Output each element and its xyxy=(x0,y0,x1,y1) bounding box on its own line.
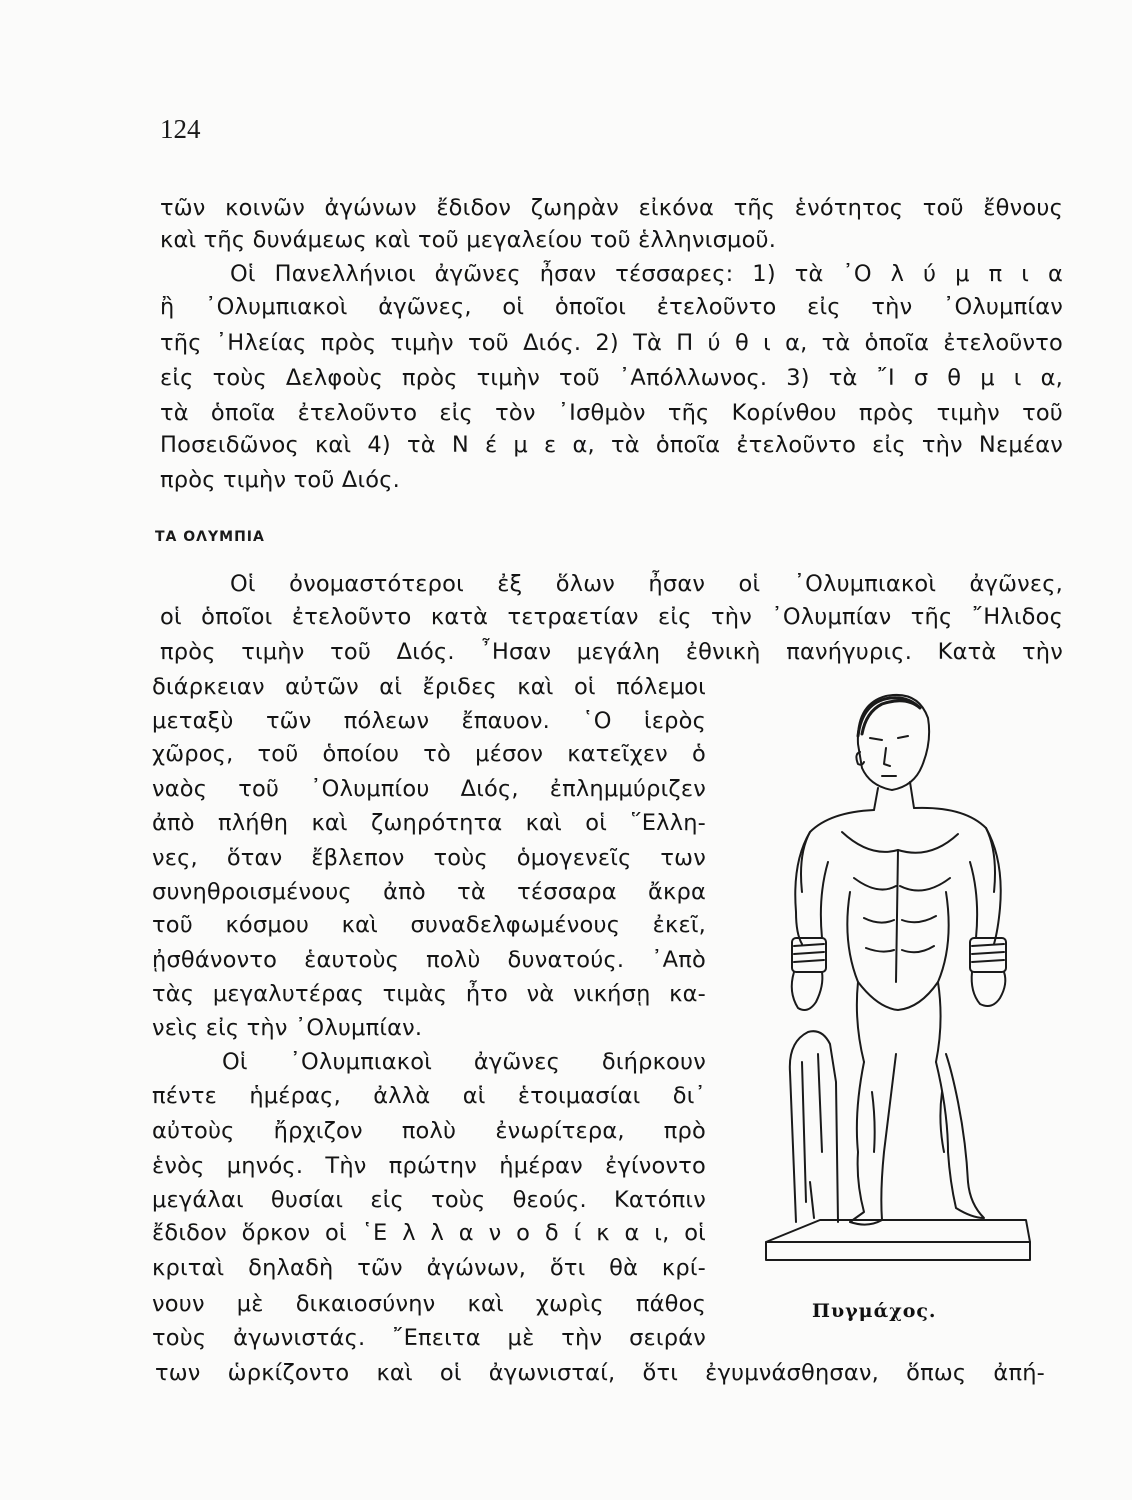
text-line: καὶ τῆς δυνάμεως καὶ τοῦ μεγαλείου τοῦ ἑλληνισμοῦ. xyxy=(160,227,777,253)
text-line: Οἱ ᾿Ολυμπιακοὶ ἀγῶνες διήρκουν xyxy=(222,1049,706,1075)
text-line: ᾐσθάνοντο ἑαυτοὺς πολὺ δυνατούς. ᾿Απὸ xyxy=(152,947,706,973)
statue-right-arm xyxy=(970,828,1001,944)
text-line: αὐτοὺς ἤρχιζον πολὺ ἐνωρίτερα, πρὸ xyxy=(152,1118,706,1144)
text-line: πέντε ἡμέρας, ἀλλὰ αἱ ἑτοιμασίαι δι᾿ xyxy=(152,1083,706,1109)
statue-left-arm xyxy=(795,832,828,944)
boxer-statue-illustration xyxy=(758,682,1048,1277)
tree-stump xyxy=(790,1031,838,1222)
text-line: τοὺς ἀγωνιστάς. ῎Επειτα μὲ τὴν σειράν xyxy=(152,1325,706,1351)
text-line: χῶρος, τοῦ ὁποίου τὸ μέσον κατεῖχεν ὁ xyxy=(152,741,706,767)
page-number: 124 xyxy=(160,114,201,144)
text-line: κριταὶ δηλαδὴ τῶν ἀγώνων, ὅτι θὰ κρί- xyxy=(152,1255,706,1281)
text-line: νεὶς εἰς τὴν ᾿Ολυμπίαν. xyxy=(152,1015,423,1041)
text-line: συνηθροισμένους ἀπὸ τὰ τέσσαρα ἄκρα xyxy=(152,879,706,905)
text-line: πρὸς τιμὴν τοῦ Διός. ῏Ησαν μεγάλη ἐθνικὴ πανήγυρις. Κατὰ τὴν xyxy=(160,639,1063,665)
section-heading: ΤΑ ΟΛΥΜΠΙΑ xyxy=(155,529,265,545)
text-line: τὰ ὁποῖα ἐτελοῦντο εἰς τὸν ᾿Ισθμὸν τῆς Κορίνθου πρὸς τιμὴν τοῦ xyxy=(160,400,1063,426)
text-line: νουν μὲ δικαιοσύνην καὶ χωρὶς πάθος xyxy=(152,1291,706,1317)
text-line: τῶν κοινῶν ἀγώνων ἔδιδον ζωηρὰν εἰκόνα τῆς ἑνότητος τοῦ ἔθνους xyxy=(160,195,1063,221)
text-line: πρὸς τιμὴν τοῦ Διός. xyxy=(160,467,401,493)
text-line: νες, ὅταν ἔβλεπον τοὺς ὁμογενεῖς των xyxy=(152,845,706,871)
text-line: Ποσειδῶνος καὶ 4) τὰ Ν έ μ ε α, τὰ ὁποῖα ἐτελοῦντο εἰς τὴν Νεμέαν xyxy=(160,432,1063,458)
text-line: ἢ ᾿Ολυμπιακοὶ ἀγῶνες, οἱ ὁποῖοι ἐτελοῦντο εἰς τὴν ᾿Ολυμπίαν xyxy=(160,294,1063,320)
statue-right-leg xyxy=(936,1054,984,1218)
text-line: εἰς τοὺς Δελφοὺς πρὸς τιμὴν τοῦ ᾿Απόλλωνος. 3) τὰ ῎Ι σ θ μ ι α, xyxy=(160,365,1063,391)
text-line: των ὡρκίζοντο καὶ οἱ ἀγωνισταί, ὅτι ἐγυμνάσθησαν, ὅπως ἀπή- xyxy=(155,1360,1045,1386)
text-line: μεγάλαι θυσίαι εἰς τοὺς θεούς. Κατόπιν xyxy=(152,1187,706,1213)
text-line: ναὸς τοῦ ᾿Ολυμπίου Διός, ἐπλημμύριζεν xyxy=(152,776,706,802)
text-line: Οἱ ὀνομαστότεροι ἐξ ὅλων ἦσαν οἱ ᾿Ολυμπιακοὶ ἀγῶνες, xyxy=(230,571,1063,597)
text-line: τοῦ κόσμου καὶ συναδελφωμένους ἐκεῖ, xyxy=(152,912,706,938)
text-line: τὰς μεγαλυτέρας τιμὰς ἦτο νὰ νικήσῃ κα- xyxy=(152,981,706,1007)
text-line: τῆς ᾿Ηλείας πρὸς τιμὴν τοῦ Διός. 2) Τὰ Π ύ θ ι α, τὰ ὁποῖα ἐτελοῦντο xyxy=(160,330,1063,356)
statue-base xyxy=(766,1220,1030,1242)
text-line: μεταξὺ τῶν πόλεων ἔπαυον. ῾Ο ἱερὸς xyxy=(152,708,706,734)
text-line: διάρκειαν αὐτῶν αἱ ἔριδες καὶ οἱ πόλεμοι xyxy=(152,674,706,700)
text-line: ἀπὸ πλήθη καὶ ζωηρότητα καὶ οἱ ῞Ελλη- xyxy=(152,810,706,836)
text-line: ἑνὸς μηνός. Τὴν πρώτην ἡμέραν ἐγίνοντο xyxy=(152,1153,706,1179)
text-line: οἱ ὁποῖοι ἐτελοῦντο κατὰ τετραετίαν εἰς τὴν ᾿Ολυμπίαν τῆς ῎Ηλιδος xyxy=(160,604,1063,630)
text-line: Οἱ Πανελλήνιοι ἀγῶνες ἦσαν τέσσαρες: 1) τὰ ᾿Ο λ ύ μ π ι α xyxy=(230,261,1063,287)
figure-caption: Πυγμάχος. xyxy=(812,1300,937,1322)
statue-left-leg xyxy=(850,1054,896,1225)
text-line: ἔδιδον ὅρκον οἱ ῾Ε λ λ α ν ο δ ί κ α ι, οἱ xyxy=(152,1220,706,1246)
